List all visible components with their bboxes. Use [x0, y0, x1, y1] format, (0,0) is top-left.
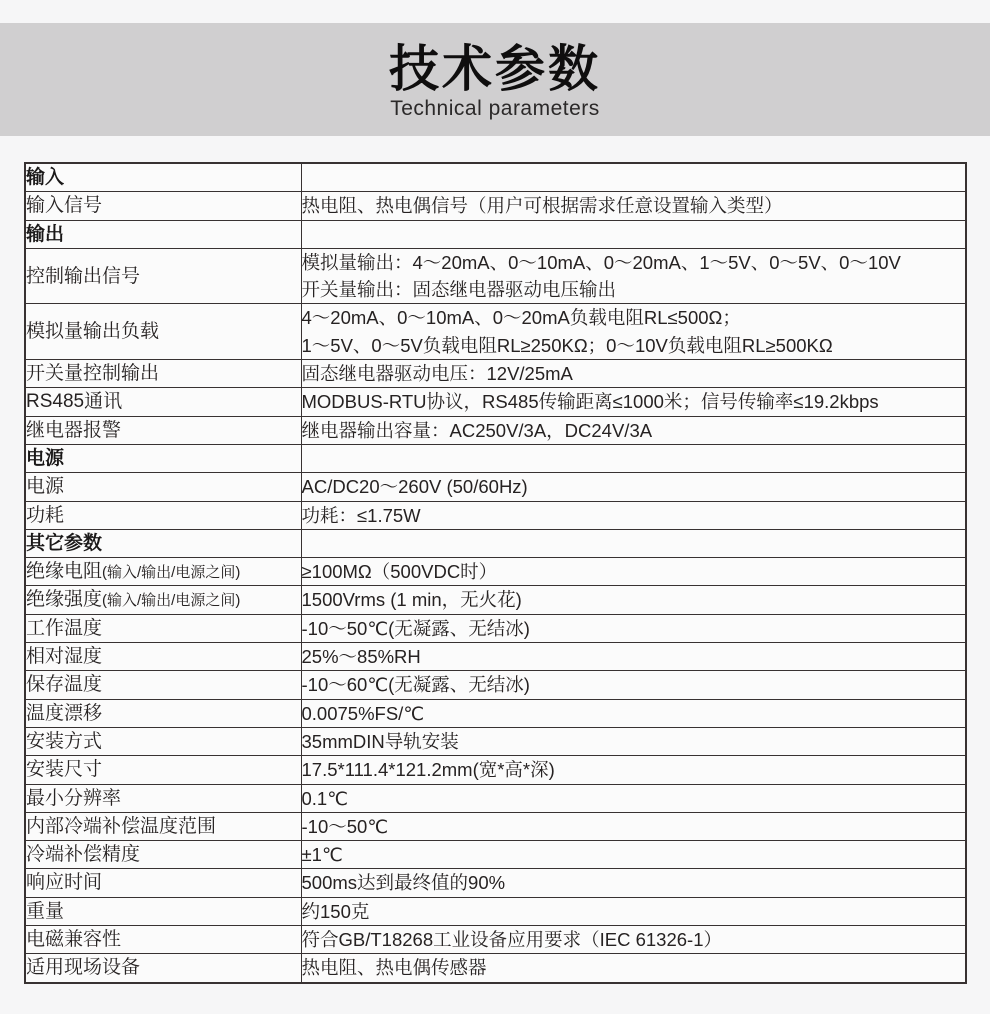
param-label: 响应时间 [26, 872, 103, 894]
param-value-line: 0.0075%FS/℃ [301, 702, 425, 724]
param-value-line: 继电器输出容量：AC250V/3A，DC24V/3A [301, 419, 653, 441]
spec-row [25, 304, 966, 360]
spec-row [25, 841, 966, 869]
spec-row [25, 926, 966, 954]
param-value-cell [301, 192, 966, 220]
param-label-cell [25, 727, 301, 755]
spec-row [25, 812, 966, 840]
param-label-cell [25, 163, 301, 192]
spec-row [25, 671, 966, 699]
section-row [25, 220, 966, 248]
param-label-cell [25, 671, 301, 699]
param-value-line: 功耗：≤1.75W [301, 504, 421, 526]
param-value-cell [301, 671, 966, 699]
param-value-line: MODBUS-RTU协议，RS485传输距离≤1000米；信号传输率≤19.2kbps [301, 391, 879, 413]
param-value-cell [301, 926, 966, 954]
param-label-cell [25, 473, 301, 501]
param-value-line: -10～50℃ [301, 815, 389, 837]
param-value-line: 500ms达到最终值的90% [301, 872, 506, 894]
param-value-cell [301, 304, 966, 360]
spec-row [25, 192, 966, 220]
spec-row [25, 727, 966, 755]
param-label-cell [25, 304, 301, 360]
param-label-cell [25, 784, 301, 812]
param-label: 绝缘电阻 [26, 561, 103, 583]
param-value-line: AC/DC20～260V (50/60Hz) [301, 476, 528, 498]
spec-row [25, 586, 966, 614]
param-label: 功耗 [26, 504, 65, 526]
param-label: RS485通讯 [26, 391, 123, 413]
param-label-cell [25, 841, 301, 869]
spec-row [25, 501, 966, 529]
spec-row [25, 416, 966, 444]
param-label-cell [25, 388, 301, 416]
param-value-cell [301, 727, 966, 755]
param-value-cell [301, 388, 966, 416]
param-value-cell [301, 954, 966, 983]
top-margin-strip [0, 0, 990, 23]
param-label: 保存温度 [26, 674, 103, 696]
param-label: 输入 [26, 167, 65, 188]
param-label: 输出 [26, 223, 65, 245]
param-label-cell [25, 586, 301, 614]
param-value-cell [301, 163, 966, 192]
param-value-cell [301, 360, 966, 388]
param-value-line: 模拟量输出：4～20mA、0～10mA、0～20mA、1～5V、0～5V、0～10V [301, 251, 901, 273]
param-label-cell [25, 756, 301, 784]
header-band [0, 23, 990, 136]
param-value-cell [301, 416, 966, 444]
param-value-cell [301, 558, 966, 586]
param-label-cell [25, 529, 301, 557]
param-label: 绝缘强度 [26, 589, 103, 611]
param-value-line: ±1℃ [301, 844, 343, 866]
param-label: 安装方式 [26, 730, 103, 752]
param-value-cell [301, 473, 966, 501]
param-label: 其它参数 [26, 532, 103, 554]
spec-table [24, 162, 967, 984]
param-value-line: 1～5V、0～5V负载电阻RL≥250KΩ；0～10V负载电阻RL≥500KΩ [301, 334, 833, 356]
param-value-cell [301, 784, 966, 812]
content-area [0, 136, 990, 984]
param-value-line: 符合GB/T18268工业设备应用要求（IEC 61326-1） [301, 929, 722, 951]
param-value-line: 25%～85%RH [301, 646, 421, 668]
page-title: 技术参数 [389, 41, 601, 97]
param-label-cell [25, 812, 301, 840]
param-label: 内部冷端补偿温度范围 [26, 815, 217, 837]
param-value-cell [301, 841, 966, 869]
param-value-line: 35mmDIN导轨安装 [301, 730, 459, 752]
param-value-line: ≥100MΩ（500VDC时） [301, 561, 498, 583]
param-value-line: 0.1℃ [301, 787, 348, 809]
param-value-cell [301, 614, 966, 642]
spec-row [25, 473, 966, 501]
param-label-cell [25, 869, 301, 897]
param-value-cell [301, 897, 966, 925]
spec-row [25, 699, 966, 727]
param-label-cell [25, 444, 301, 472]
param-label: 工作温度 [26, 617, 103, 639]
param-label: 相对湿度 [26, 646, 103, 668]
param-label-cell [25, 643, 301, 671]
param-value-line: 约150克 [301, 900, 370, 922]
param-label: 安装尺寸 [26, 759, 103, 781]
spec-row [25, 248, 966, 304]
param-value-cell [301, 586, 966, 614]
param-label: 适用现场设备 [26, 957, 141, 979]
param-label-cell [25, 192, 301, 220]
param-value-cell [301, 756, 966, 784]
section-row [25, 529, 966, 557]
param-value-line: 开关量输出：固态继电器驱动电压输出 [301, 279, 617, 301]
param-value-line: 4～20mA、0～10mA、0～20mA负载电阻RL≤500Ω； [301, 307, 741, 329]
spec-row [25, 897, 966, 925]
section-row [25, 163, 966, 192]
param-value-cell [301, 529, 966, 557]
param-label-cell [25, 360, 301, 388]
param-label-cell [25, 248, 301, 304]
spec-row [25, 360, 966, 388]
param-value-line: 热电阻、热电偶传感器 [301, 957, 487, 979]
spec-table-body [25, 163, 966, 983]
param-label-cell [25, 614, 301, 642]
param-label-cell [25, 501, 301, 529]
param-value-cell [301, 812, 966, 840]
param-value-line: 1500Vrms (1 min，无火花) [301, 589, 522, 611]
spec-row [25, 614, 966, 642]
page-subtitle: Technical parameters [390, 97, 600, 120]
param-label: 温度漂移 [26, 702, 103, 724]
param-value-line: 固态继电器驱动电压：12V/25mA [301, 363, 573, 385]
param-label-cell [25, 416, 301, 444]
param-value-cell [301, 501, 966, 529]
spec-row [25, 643, 966, 671]
param-value-cell [301, 220, 966, 248]
param-label: 继电器报警 [26, 419, 122, 441]
param-label: 控制输出信号 [26, 265, 141, 287]
param-label: 电源 [26, 476, 65, 498]
param-label-small: (输入/输出/电源之间) [102, 564, 241, 582]
param-value-line: -10～60℃(无凝露、无结冰) [301, 674, 530, 696]
param-value-line: 热电阻、热电偶信号（用户可根据需求任意设置输入类型） [301, 195, 783, 217]
spec-row [25, 558, 966, 586]
param-value-line: 17.5*111.4*121.2mm(宽*高*深) [301, 759, 555, 781]
param-value-cell [301, 869, 966, 897]
param-label-cell [25, 558, 301, 586]
spec-row [25, 388, 966, 416]
param-label-cell [25, 897, 301, 925]
param-value-cell [301, 444, 966, 472]
param-label-cell [25, 926, 301, 954]
param-value-line: -10～50℃(无凝露、无结冰) [301, 617, 530, 639]
param-label: 电源 [26, 447, 65, 469]
param-value-cell [301, 643, 966, 671]
param-label: 冷端补偿精度 [26, 844, 141, 866]
spec-row [25, 784, 966, 812]
param-label: 重量 [26, 900, 65, 922]
param-label: 输入信号 [26, 195, 103, 217]
param-label: 模拟量输出负载 [26, 321, 160, 343]
param-label-cell [25, 220, 301, 248]
section-row [25, 444, 966, 472]
param-label-cell [25, 699, 301, 727]
param-label-small: (输入/输出/电源之间) [102, 592, 241, 610]
param-label: 开关量控制输出 [26, 363, 160, 385]
spec-row [25, 954, 966, 983]
param-value-cell [301, 248, 966, 304]
param-label: 最小分辨率 [26, 787, 122, 809]
param-label: 电磁兼容性 [26, 929, 122, 951]
param-label-cell [25, 954, 301, 983]
param-value-cell [301, 699, 966, 727]
spec-row [25, 869, 966, 897]
spec-row [25, 756, 966, 784]
